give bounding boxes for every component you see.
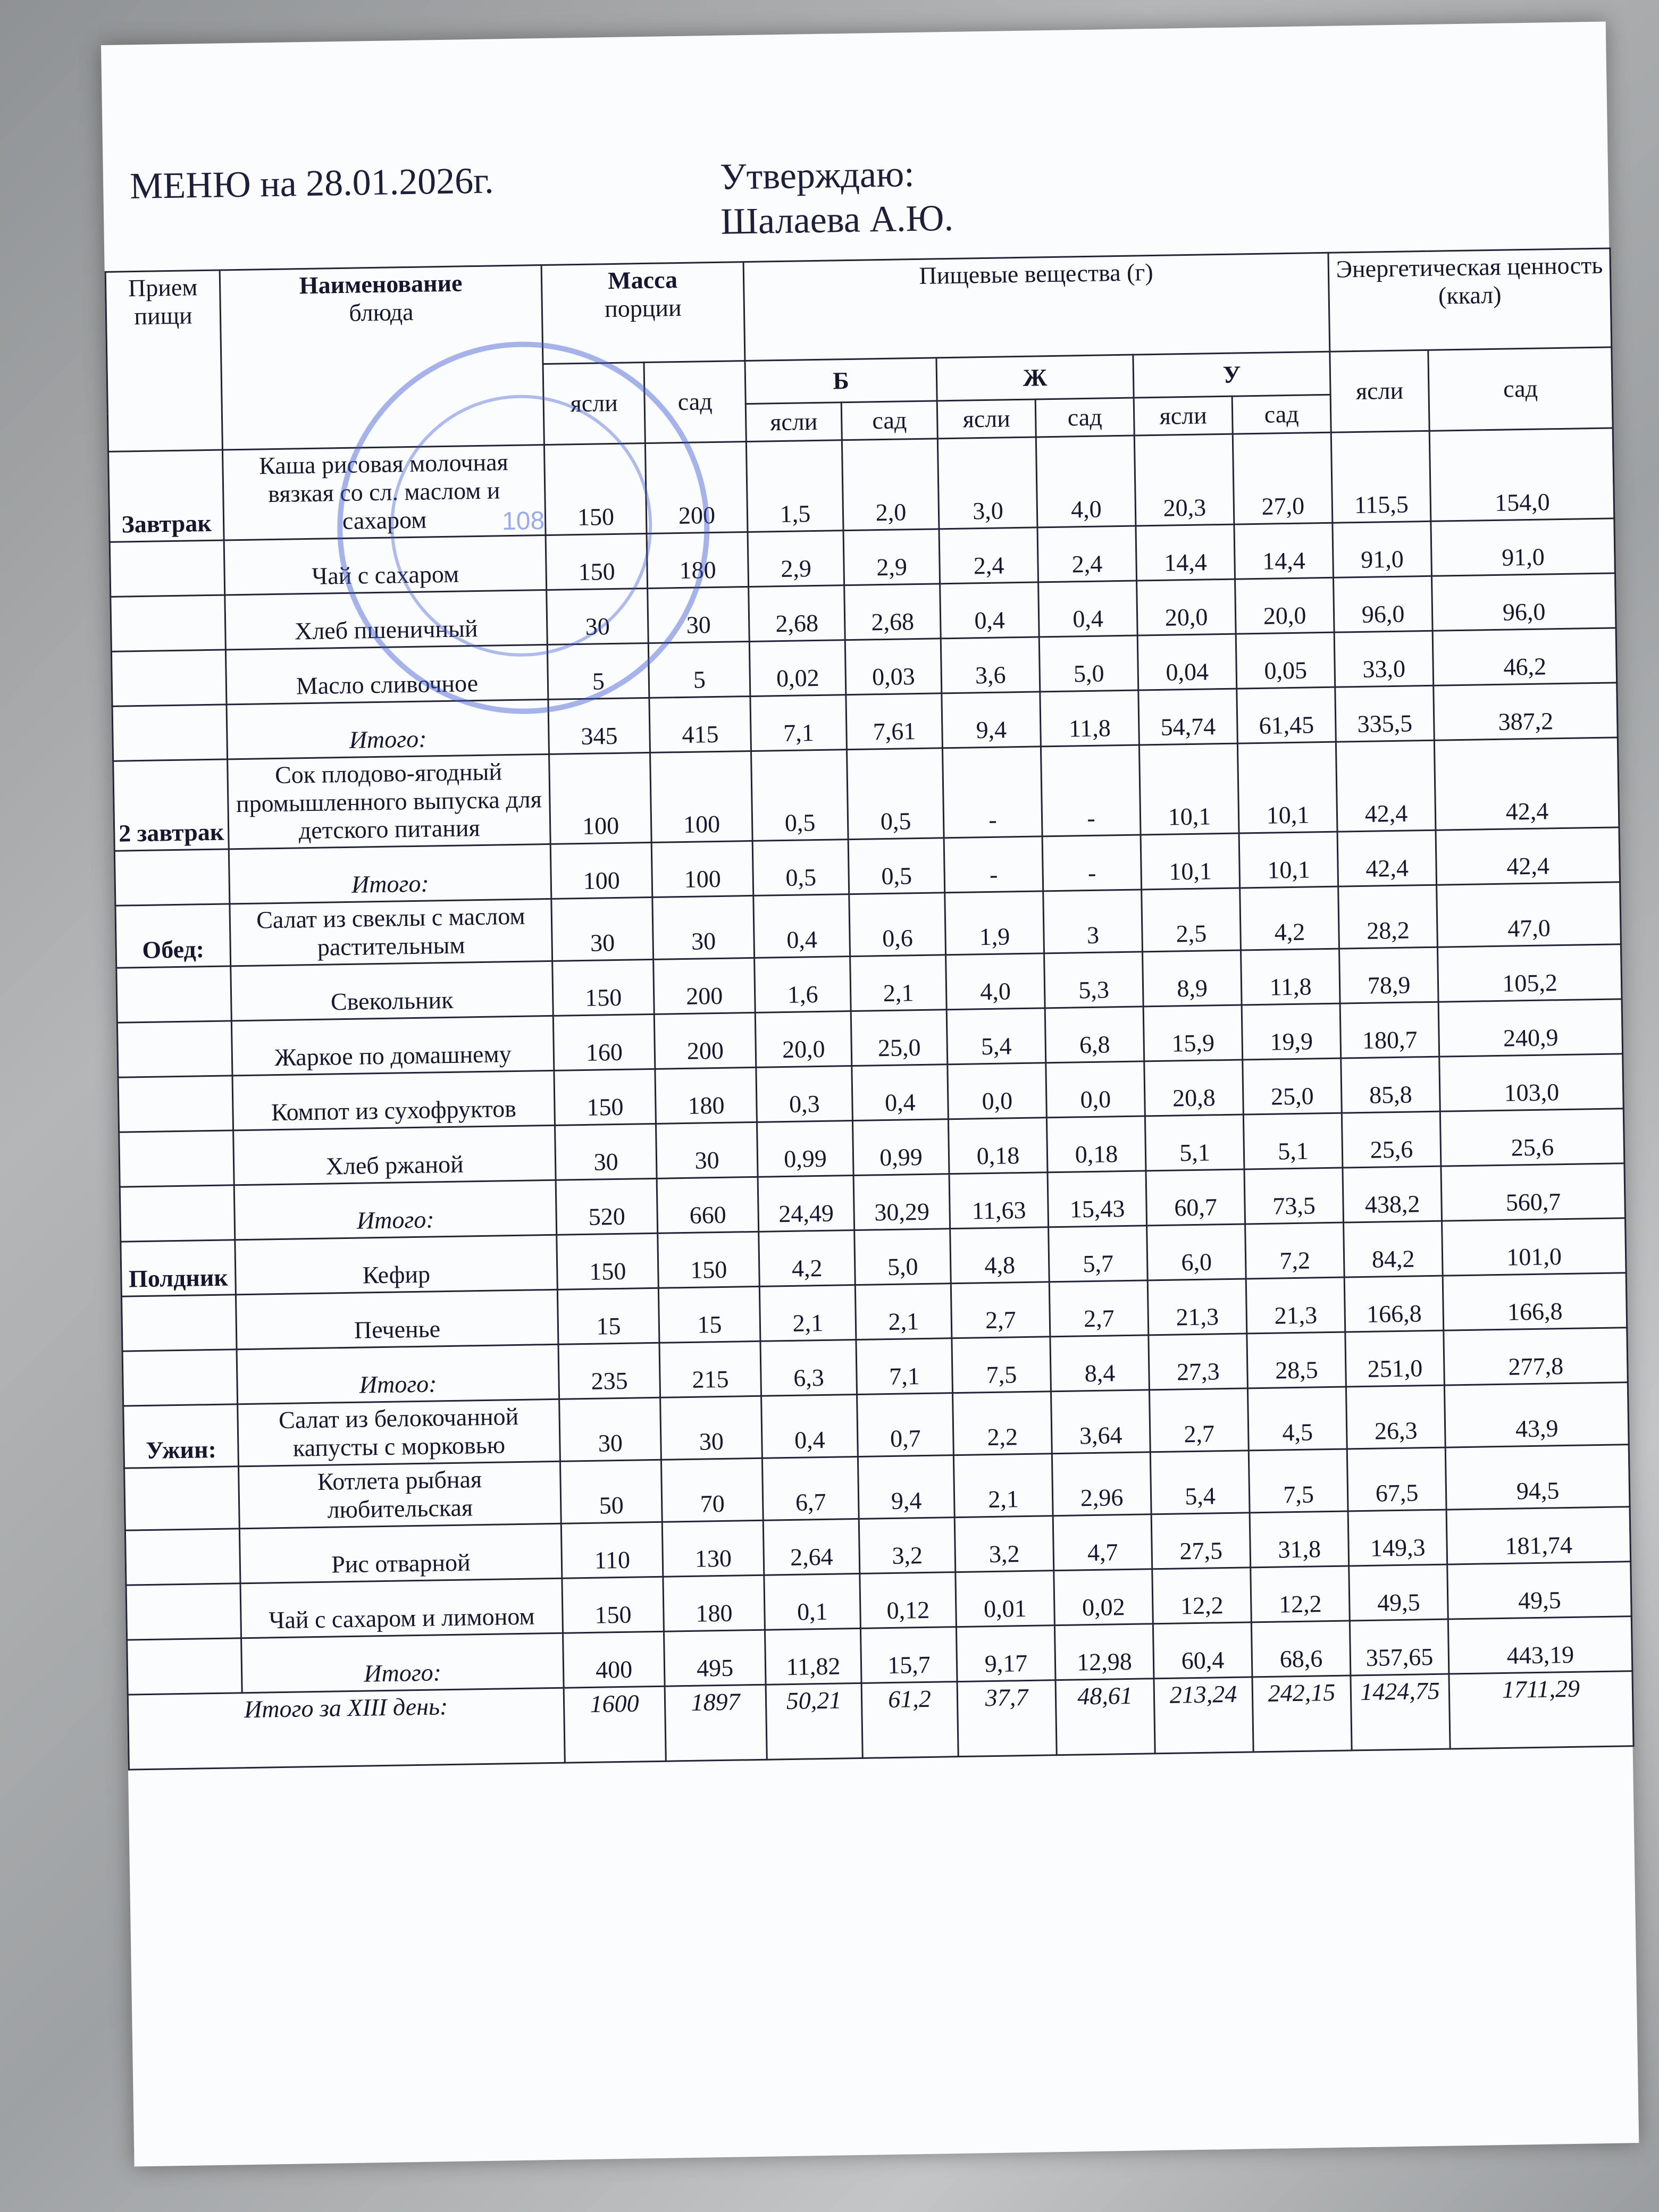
dish-cell: Хлеб ржаной [233, 1125, 556, 1185]
value-cell-e2: 25,6 [1440, 1109, 1624, 1166]
value-cell-m1: 50 [560, 1460, 662, 1523]
value-cell-b2: 0,99 [852, 1119, 949, 1176]
value-cell-c2: 28,5 [1247, 1332, 1346, 1388]
value-cell-m1: 150 [557, 1233, 659, 1289]
value-cell-c1: 10,1 [1141, 833, 1240, 890]
value-cell-f1: 5,4 [946, 1008, 1046, 1065]
dish-cell: Хлеб пшеничный [225, 590, 548, 649]
dish-cell: Котлета рыбная любительская [239, 1461, 562, 1528]
approver-name: Шалаева А.Ю. [720, 197, 954, 242]
meal-cell [116, 966, 232, 1023]
value-cell-f1: - [942, 747, 1042, 839]
value-cell-m2: 150 [658, 1231, 760, 1288]
value-cell-f1: 4,8 [950, 1227, 1050, 1284]
grand-total-e2: 1711,29 [1449, 1671, 1633, 1748]
value-cell-c2: 61,45 [1237, 687, 1336, 743]
value-cell-c2: 7,5 [1249, 1449, 1348, 1513]
value-cell-e1: 85,8 [1341, 1057, 1440, 1113]
dish-cell: Итого: [237, 1344, 559, 1404]
dish-cell: Чай с сахаром и лимоном [240, 1578, 563, 1638]
header-energy: Энергетическая ценность (ккал) [1328, 248, 1612, 351]
value-cell-f1: 2,2 [953, 1392, 1052, 1455]
meal-cell [120, 1185, 235, 1242]
value-cell-m1: 150 [562, 1577, 664, 1633]
value-cell-b2: 2,1 [850, 955, 947, 1011]
value-cell-m1: 345 [548, 698, 650, 754]
value-cell-e1: 251,0 [1345, 1330, 1445, 1387]
value-cell-m1: 15 [557, 1288, 659, 1344]
value-cell-f1: 0,4 [940, 582, 1040, 639]
header-energy-yasli: ясли [1330, 350, 1429, 432]
value-cell-e2: 181,74 [1446, 1506, 1631, 1564]
dish-cell: Каша рисовая молочная вязкая со сл. маслом и сахаром [222, 445, 546, 540]
header-mass-sad: сад [644, 361, 746, 443]
meal-cell [118, 1076, 233, 1132]
value-cell-f2: 6,8 [1045, 1007, 1144, 1063]
value-cell-c1: 6,0 [1147, 1224, 1246, 1280]
meal-cell [125, 1528, 240, 1585]
value-cell-e1: 180,7 [1340, 1002, 1439, 1058]
value-cell-m2: 200 [645, 442, 748, 534]
value-cell-e2: 387,2 [1434, 683, 1618, 740]
value-cell-e2: 42,4 [1434, 738, 1619, 831]
value-cell-m2: 180 [647, 532, 749, 588]
value-cell-b1: 6,3 [760, 1340, 857, 1396]
value-cell-b1: 20,0 [755, 1011, 852, 1068]
value-cell-e2: 277,8 [1444, 1328, 1628, 1385]
value-cell-f2: 0,02 [1054, 1569, 1153, 1625]
meal-cell [127, 1638, 242, 1694]
grand-total-f1: 37,7 [957, 1680, 1057, 1756]
dish-cell: Итого: [227, 699, 549, 759]
value-cell-b2: 0,7 [857, 1393, 954, 1457]
value-cell-m1: 150 [552, 960, 655, 1016]
value-cell-b2: 15,7 [860, 1627, 957, 1683]
value-cell-c1: 12,2 [1152, 1568, 1252, 1624]
value-cell-m1: 30 [559, 1397, 661, 1461]
value-cell-m2: 70 [661, 1458, 763, 1522]
meal-cell [110, 540, 225, 597]
value-cell-c2: 25,0 [1243, 1058, 1342, 1115]
value-cell-c2: 4,5 [1247, 1387, 1347, 1451]
meal-cell: Полдник [121, 1240, 236, 1296]
header-meal: Прием пищи [105, 270, 222, 451]
grand-total-f2: 48,61 [1055, 1678, 1155, 1755]
value-cell-c1: 0,04 [1137, 634, 1237, 690]
value-cell-f1: 1,9 [945, 891, 1044, 955]
value-cell-e1: 25,6 [1342, 1111, 1441, 1168]
meal-cell [111, 650, 227, 706]
meal-cell: Завтрак [108, 450, 224, 542]
grand-total-label: Итого за XIII день: [128, 1688, 565, 1770]
value-cell-c2: 5,1 [1243, 1113, 1343, 1169]
value-cell-c1: 15,9 [1143, 1005, 1243, 1061]
value-cell-b2: 7,1 [856, 1338, 953, 1395]
value-cell-e1: 166,8 [1344, 1276, 1444, 1332]
value-cell-f1: 9,4 [942, 692, 1041, 748]
value-cell-e2: 42,4 [1436, 827, 1620, 885]
value-cell-e2: 105,2 [1438, 944, 1622, 1002]
value-cell-m2: 200 [653, 958, 756, 1015]
value-cell-e1: 96,0 [1334, 576, 1433, 632]
dish-cell: Салат из свеклы с маслом растительным [230, 899, 552, 966]
value-cell-b1: 2,1 [759, 1285, 856, 1342]
value-cell-c2: 19,9 [1242, 1003, 1341, 1060]
value-cell-b2: 30,29 [853, 1174, 950, 1230]
value-cell-m1: 520 [556, 1178, 658, 1235]
menu-sheet [101, 22, 1639, 2167]
value-cell-f2: 2,7 [1049, 1280, 1149, 1337]
value-cell-e2: 47,0 [1437, 882, 1621, 947]
grand-total-b1: 50,21 [766, 1683, 862, 1759]
value-cell-m1: 150 [546, 533, 648, 590]
meal-cell [124, 1467, 240, 1530]
value-cell-b2: 0,6 [849, 893, 946, 957]
value-cell-m2: 30 [660, 1396, 763, 1460]
value-cell-b1: 1,5 [746, 440, 843, 532]
value-cell-e1: 91,0 [1333, 521, 1432, 577]
value-cell-e1: 42,4 [1336, 740, 1436, 832]
value-cell-b1: 2,9 [748, 530, 844, 586]
value-cell-c1: 54,74 [1138, 689, 1238, 745]
value-cell-f2: 3,64 [1051, 1390, 1150, 1454]
value-cell-f2: 5,7 [1049, 1226, 1148, 1282]
value-cell-e1: 78,9 [1339, 947, 1439, 1003]
value-cell-b2: 25,0 [851, 1010, 948, 1066]
value-cell-b1: 0,5 [751, 749, 848, 841]
value-cell-m2: 200 [654, 1013, 756, 1069]
header-carbs-yasli: ясли [1134, 396, 1233, 435]
value-cell-f1: 2,4 [939, 527, 1038, 584]
value-cell-f1: 3,0 [937, 437, 1037, 529]
value-cell-f1: 2,7 [951, 1282, 1050, 1338]
value-cell-f2: 15,43 [1048, 1171, 1147, 1227]
value-cell-e1: 335,5 [1335, 685, 1435, 742]
value-cell-f1: 3,2 [954, 1515, 1054, 1572]
header-fat-yasli: ясли [937, 399, 1036, 439]
value-cell-f1: 11,63 [949, 1172, 1049, 1229]
value-cell-f1: 7,5 [952, 1337, 1051, 1393]
value-cell-f2: 12,98 [1054, 1623, 1154, 1680]
value-cell-c1: 20,3 [1134, 434, 1234, 526]
value-cell-e1: 84,2 [1344, 1221, 1443, 1277]
value-cell-m1: 5 [547, 643, 649, 699]
value-cell-b1: 11,82 [765, 1628, 861, 1685]
dish-cell: Печенье [236, 1289, 558, 1349]
value-cell-f1: 3,6 [941, 637, 1040, 693]
value-cell-f1: 0,18 [948, 1118, 1048, 1174]
value-cell-m2: 100 [651, 841, 753, 898]
header-fat: Ж [936, 355, 1134, 401]
value-cell-c1: 21,3 [1147, 1279, 1247, 1335]
grand-total-m2: 1897 [665, 1685, 767, 1761]
meal-cell: Ужин: [123, 1404, 239, 1468]
value-cell-c2: 21,3 [1246, 1277, 1345, 1334]
meal-cell [126, 1583, 241, 1639]
value-cell-c2: 7,2 [1245, 1222, 1345, 1279]
value-cell-b2: 0,4 [852, 1065, 949, 1121]
menu-table [105, 247, 1635, 1770]
stamp-number: 108 [501, 507, 545, 536]
value-cell-e1: 149,3 [1348, 1510, 1447, 1566]
value-cell-m2: 180 [655, 1068, 757, 1124]
value-cell-e1: 67,5 [1347, 1447, 1446, 1511]
value-cell-e1: 42,4 [1337, 831, 1437, 887]
value-cell-b1: 0,4 [753, 894, 850, 958]
value-cell-b2: 2,0 [842, 439, 939, 530]
value-cell-f2: - [1042, 835, 1142, 891]
value-cell-b1: 4,2 [759, 1230, 856, 1287]
value-cell-b2: 0,5 [848, 838, 945, 894]
value-cell-b2: 5,0 [854, 1229, 951, 1285]
value-cell-c2: 20,0 [1235, 577, 1335, 634]
value-cell-m1: 30 [555, 1124, 657, 1180]
value-cell-c2: 0,05 [1236, 632, 1335, 689]
value-cell-b2: 2,68 [844, 584, 941, 640]
value-cell-f2: 0,4 [1038, 581, 1138, 637]
dish-cell: Кефир [235, 1235, 558, 1294]
value-cell-e1: 115,5 [1331, 431, 1431, 523]
value-cell-b2: 3,2 [859, 1517, 956, 1573]
value-cell-e1: 33,0 [1334, 631, 1434, 687]
value-cell-f2: 5,0 [1039, 635, 1138, 692]
value-cell-b1: 0,99 [757, 1121, 853, 1177]
value-cell-e1: 357,65 [1350, 1619, 1449, 1675]
header-carbs: У [1133, 351, 1330, 398]
value-cell-c1: 27,5 [1151, 1513, 1251, 1569]
dish-cell: Чай с сахаром [224, 535, 547, 594]
header-fat-sad: сад [1035, 398, 1134, 437]
dish-cell: Итого: [241, 1633, 564, 1692]
meal-cell: 2 завтрак [113, 759, 229, 851]
value-cell-c2: 4,2 [1240, 886, 1339, 950]
dish-cell: Жаркое по домашнему [231, 1016, 554, 1075]
value-cell-m2: 130 [662, 1520, 764, 1577]
value-cell-c1: 8,9 [1143, 950, 1242, 1007]
value-cell-c1: 60,7 [1146, 1169, 1245, 1226]
value-cell-f1: 4,0 [946, 953, 1045, 1010]
dish-cell: Итого: [234, 1180, 557, 1239]
value-cell-c1: 5,4 [1150, 1451, 1250, 1514]
value-cell-c2: 12,2 [1251, 1566, 1350, 1622]
value-cell-f2: 11,8 [1040, 690, 1139, 747]
value-cell-e2: 94,5 [1445, 1445, 1630, 1510]
value-cell-c2: 11,8 [1241, 949, 1340, 1005]
value-cell-e1: 26,3 [1346, 1385, 1445, 1449]
value-cell-m2: 30 [656, 1122, 758, 1179]
value-cell-c1: 20,8 [1144, 1060, 1244, 1116]
header-mass: Масса порции [541, 262, 745, 364]
value-cell-m1: 100 [550, 843, 652, 899]
value-cell-m1: 30 [551, 898, 653, 961]
value-cell-e2: 154,0 [1429, 428, 1614, 521]
value-cell-e1: 28,2 [1338, 885, 1438, 949]
value-cell-m2: 30 [652, 896, 755, 960]
meal-cell [121, 1295, 237, 1351]
value-cell-e2: 43,9 [1444, 1382, 1629, 1447]
header-energy-sad: сад [1428, 347, 1613, 431]
value-cell-b1: 7,1 [750, 694, 847, 751]
meal-cell [119, 1130, 234, 1187]
meal-cell [112, 705, 228, 761]
value-cell-c1: 10,1 [1139, 743, 1239, 835]
value-cell-c2: 10,1 [1239, 832, 1338, 889]
value-cell-e2: 96,0 [1432, 573, 1616, 631]
value-cell-c1: 5,1 [1145, 1115, 1244, 1171]
menu-title: МЕНЮ на 28.01.2026г. [129, 160, 495, 207]
value-cell-e2: 49,5 [1447, 1561, 1632, 1619]
grand-total-e1: 1424,75 [1351, 1674, 1450, 1750]
header-dish: Наименование блюда [220, 265, 544, 450]
value-cell-f2: 4,7 [1053, 1514, 1152, 1571]
value-cell-b1: 0,3 [756, 1066, 853, 1122]
value-cell-b1: 2,64 [763, 1519, 860, 1575]
value-cell-m2: 495 [664, 1630, 766, 1686]
grand-total-c2: 242,15 [1252, 1675, 1352, 1752]
value-cell-e2: 101,0 [1442, 1218, 1627, 1276]
value-cell-b2: 0,12 [860, 1572, 957, 1628]
value-cell-m2: 30 [648, 586, 750, 643]
value-cell-b1: 24,49 [758, 1176, 854, 1232]
value-cell-b2: 0,03 [845, 639, 942, 695]
value-cell-b1: 0,1 [764, 1573, 861, 1630]
value-cell-e2: 240,9 [1438, 999, 1623, 1057]
value-cell-f2: - [1041, 745, 1141, 837]
value-cell-c1: 14,4 [1136, 524, 1235, 581]
value-cell-f2: 2,96 [1052, 1452, 1151, 1516]
approval-block [719, 152, 953, 245]
value-cell-c1: 60,4 [1153, 1622, 1252, 1679]
value-cell-b2: 0,5 [847, 748, 944, 839]
value-cell-c2: 10,1 [1237, 742, 1337, 834]
meal-cell [117, 1021, 232, 1077]
value-cell-f1: - [944, 836, 1043, 893]
value-cell-c1: 27,3 [1149, 1334, 1248, 1390]
value-cell-c2: 27,0 [1233, 432, 1333, 524]
value-cell-b1: 6,7 [762, 1456, 859, 1520]
value-cell-c1: 20,0 [1137, 579, 1236, 635]
value-cell-e2: 560,7 [1441, 1163, 1626, 1221]
value-cell-b2: 9,4 [858, 1455, 954, 1519]
meal-cell [122, 1350, 238, 1406]
value-cell-f1: 0,0 [948, 1063, 1047, 1119]
value-cell-m1: 150 [544, 443, 647, 535]
value-cell-b2: 7,61 [846, 693, 943, 749]
value-cell-c2: 31,8 [1250, 1511, 1349, 1568]
grand-total-c1: 213,24 [1154, 1677, 1253, 1754]
value-cell-f2: 0,0 [1046, 1061, 1145, 1118]
value-cell-m1: 30 [547, 588, 649, 644]
dish-cell: Итого: [229, 844, 551, 904]
grand-total-m1: 1600 [564, 1686, 666, 1763]
value-cell-b1: 0,5 [752, 840, 849, 896]
value-cell-f2: 4,0 [1036, 435, 1136, 527]
value-cell-b1: 1,6 [755, 957, 851, 1013]
header-nutrients: Пищевые вещества (г) [743, 253, 1330, 361]
value-cell-e2: 91,0 [1431, 518, 1615, 576]
value-cell-c2: 14,4 [1234, 523, 1334, 579]
dish-cell: Масло сливочное [225, 644, 548, 704]
value-cell-m2: 5 [648, 641, 750, 698]
meal-cell: Обед: [115, 904, 231, 968]
value-cell-f2: 8,4 [1050, 1335, 1150, 1392]
value-cell-e2: 103,0 [1439, 1054, 1624, 1111]
value-cell-c2: 73,5 [1244, 1168, 1344, 1224]
grand-total-b2: 61,2 [861, 1681, 958, 1758]
value-cell-f2: 2,4 [1037, 526, 1137, 582]
header-carbs-sad: сад [1232, 395, 1331, 434]
dish-cell: Сок плодово-ягодный промышленного выпуска для детского питания [228, 754, 551, 849]
value-cell-m1: 150 [554, 1069, 656, 1125]
value-cell-m2: 180 [663, 1575, 765, 1631]
value-cell-m2: 660 [657, 1177, 759, 1233]
value-cell-b1: 0,02 [749, 640, 846, 696]
value-cell-m1: 235 [558, 1343, 660, 1399]
header-mass-yasli: ясли [543, 363, 645, 445]
value-cell-e2: 443,19 [1448, 1616, 1632, 1673]
value-cell-e1: 438,2 [1343, 1166, 1442, 1222]
value-cell-m1: 100 [549, 752, 652, 844]
dish-cell: Компот из сухофруктов [232, 1070, 555, 1130]
header-protein-sad: сад [841, 401, 937, 440]
meal-cell [111, 595, 226, 651]
value-cell-c1: 2,7 [1149, 1388, 1249, 1452]
value-cell-e2: 166,8 [1443, 1273, 1627, 1330]
value-cell-e1: 49,5 [1349, 1564, 1448, 1621]
value-cell-m1: 160 [553, 1015, 655, 1071]
value-cell-e2: 46,2 [1432, 628, 1617, 685]
value-cell-c1: 2,5 [1142, 888, 1241, 952]
value-cell-c2: 68,6 [1251, 1621, 1351, 1677]
value-cell-b2: 2,1 [855, 1284, 952, 1340]
value-cell-b1: 0,4 [761, 1395, 858, 1459]
header-protein-yasli: ясли [745, 403, 842, 442]
value-cell-m2: 15 [658, 1286, 760, 1343]
value-cell-f1: 9,17 [956, 1625, 1055, 1681]
value-cell-m1: 400 [563, 1631, 665, 1688]
header-protein: Б [745, 358, 937, 404]
approve-label: Утверждаю: [719, 154, 915, 198]
value-cell-b2: 2,9 [843, 529, 940, 585]
value-cell-f2: 5,3 [1044, 952, 1144, 1008]
value-cell-f2: 0,18 [1046, 1116, 1146, 1172]
value-cell-f1: 0,01 [956, 1570, 1055, 1627]
dish-cell: Рис отварной [239, 1523, 562, 1583]
value-cell-b1: 2,68 [749, 585, 845, 641]
value-cell-f1: 2,1 [953, 1454, 1053, 1518]
value-cell-m2: 415 [649, 696, 751, 752]
value-cell-m1: 110 [561, 1522, 663, 1578]
value-cell-f2: 3 [1043, 890, 1143, 953]
dish-cell: Салат из белокочанной капусты с морковью [238, 1399, 560, 1466]
value-cell-m2: 215 [659, 1341, 761, 1397]
meal-cell [114, 849, 230, 906]
value-cell-m2: 100 [650, 751, 753, 843]
dish-cell: Свекольник [231, 961, 554, 1021]
